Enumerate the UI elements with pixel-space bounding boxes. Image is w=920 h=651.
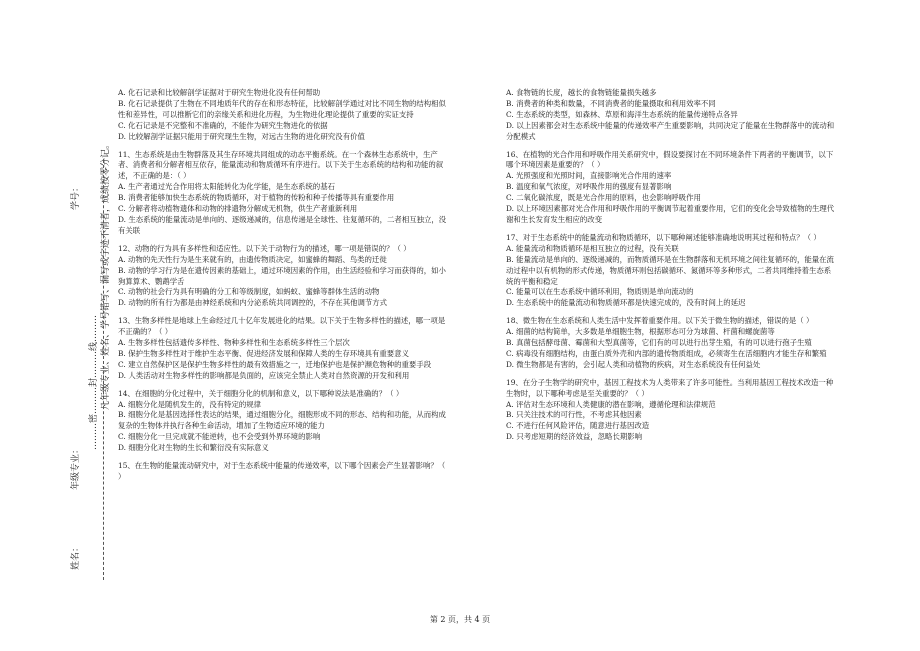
option: C. 二氧化碳浓度，既是光合作用的原料，也会影响呼吸作用 xyxy=(506,193,701,203)
answer-rule-notice: 凡年级专业、姓名、学号错写、漏写或字迹不清者，成绩按零分记。 xyxy=(101,139,111,410)
option: C. 能量可以在生态系统中循环利用，物质则是单向流动的 xyxy=(506,287,694,297)
option: D. 微生物都是有害的，会引起人类和动植物的疾病，对生态系统没有任何益处 xyxy=(506,359,761,369)
option: B. 只关注技术的可行性，不考虑其他因素 xyxy=(506,410,642,420)
right-column xyxy=(506,88,836,450)
question-stem: 17、对于生态系统中的能量流动和物质循环，以下哪种阐述能够准确地说明其过程和特点？（ ） xyxy=(506,232,821,242)
option: D. 生态系统中的能量流动和物质循环都是快速完成的，没有时间上的延迟 xyxy=(506,298,746,308)
option: B. 化石记录提供了生物在不同地质年代的存在和形态特征，比较解剖学通过对比不同生物的结构相似性和差异性，可以推断它们的亲缘关系和进化历程，为生物进化理论提供了重要的实证支持 xyxy=(118,98,446,119)
option: A. 细胞分化是随机发生的，没有特定的规律 xyxy=(118,399,262,409)
left-column xyxy=(118,88,448,490)
question-13 xyxy=(118,316,448,381)
option: A. 细菌的结构简单，大多数是单细胞生物，根据形态可分为球菌、杆菌和螺旋菌等 xyxy=(506,327,775,337)
option: D. 生态系统的能量流动是单向的、逐级递减的，信息传递是全球性、往复循环的，二者相互独立，没有关联 xyxy=(118,214,447,235)
question-17 xyxy=(506,233,836,309)
option: A. 动物的先天性行为是生来就有的，由遗传物质决定，如蜜蜂的舞蹈、鸟类的迁徙 xyxy=(118,254,387,264)
question-stem: 14、在细胞的分化过程中，关于细胞分化的机制和意义，以下哪种说法是准确的？（ ） xyxy=(118,388,404,398)
question-block xyxy=(118,88,448,143)
major-field-label: 年级专业： xyxy=(71,444,81,490)
option: B. 温度和氧气浓度，对呼吸作用的强度有显著影响 xyxy=(506,182,672,192)
question-block xyxy=(506,88,836,143)
option: B. 真菌包括酵母菌、霉菌和大型真菌等，它们有的可以进行出芽生殖，有的可以进行孢子生殖 xyxy=(506,338,812,348)
option: A. 能量流动和物质循环是相互独立的过程，没有关联 xyxy=(506,243,679,253)
option: B. 细胞分化是基因选择性表达的结果，通过细胞分化，细胞形成不同的形态、结构和功能，从而构成复杂的生物体并执行各种生命活动，增加了生物适应环境的能力 xyxy=(118,410,446,431)
question-16 xyxy=(506,150,836,226)
question-12 xyxy=(118,244,448,309)
option: D. 以上环境因素都对光合作用和呼吸作用的平衡调节起着重要作用，它们的变化会导致植物的生理代谢和生长发育发生相应的改变 xyxy=(506,204,835,224)
question-stem: 11、生态系统是由生物群落及其生存环境共同组成的动态平衡系统。在一个森林生态系统中，生产者、消费者和分解者相互依存，能量流动和物质循环有序进行。以下关于生态系统的结构和功能的叙述，不正确的是：（ ） xyxy=(118,149,444,181)
option: B. 消费者的种类和数量，不同消费者的能量摄取和利用效率不同 xyxy=(506,98,716,108)
option: B. 保护生物多样性对于维护生态平衡、促进经济发展和保障人类的生存环境具有重要意义 xyxy=(118,348,409,358)
question-19 xyxy=(506,378,836,443)
question-14 xyxy=(118,389,448,454)
option: C. 化石记录是不完整和不准确的，不能作为研究生物进化的依据 xyxy=(118,120,328,130)
option: B. 动物的学习行为是在遗传因素的基础上，通过环境因素的作用，由生活经验和学习而获得的，如小狗算算术、鹦鹉学舌 xyxy=(118,265,446,286)
option: C. 不进行任何风险评估，随意进行基因改造 xyxy=(506,421,650,431)
question-stem: 19、在分子生物学的研究中，基因工程技术为人类带来了许多可能性。当利用基因工程技术改造一种生物时，以下哪种考虑是至关重要的？（ ） xyxy=(506,377,834,398)
option: C. 分解者将动植物遗体和动物的排遗物分解成无机物，供生产者重新利用 xyxy=(118,204,358,214)
option: D. 细胞分化对生物的生长和繁衍没有实际意义 xyxy=(118,443,269,453)
seal-dashed-line xyxy=(103,160,104,580)
question-15 xyxy=(118,461,448,483)
seal-line-notice: ………密………封………线……… xyxy=(89,314,99,450)
question-18 xyxy=(506,316,836,371)
option: A. 光照强度和光照时间，直接影响光合作用的速率 xyxy=(506,171,672,181)
option: D. 以上因素都会对生态系统中能量的传递效率产生重要影响，共同决定了能量在生物群落中的流动和分配模式 xyxy=(506,120,835,141)
option: C. 病毒没有细胞结构，由蛋白质外壳和内部的遗传物质组成，必须寄生在活细胞内才能生存和繁殖 xyxy=(506,348,827,358)
option: C. 建立自然保护区是保护生物多样性的最有效措施之一，迁地保护也是保护濒危物种的重要手段 xyxy=(118,359,432,369)
page-number: 第 2 页，共 4 页 xyxy=(429,615,491,624)
option: A. 生物多样性包括遗传多样性、物种多样性和生态系统多样性三个层次 xyxy=(118,338,350,348)
question-stem: 15、在生物的能量流动研究中，对于生态系统中能量的传递效率，以下哪个因素会产生显著影响？（ ） xyxy=(118,461,446,481)
question-stem: 13、生物多样性是地球上生命经过几十亿年发展进化的结果。以下关于生物多样性的描述，哪一项是不正确的？（ ） xyxy=(118,316,446,337)
student-id-label: 学号： xyxy=(71,182,81,210)
option: D. 只考虑短期的经济效益，忽略长期影响 xyxy=(506,432,643,442)
question-11 xyxy=(118,150,448,237)
question-stem: 12、动物的行为具有多样性和适应性。以下关于动物行为的描述，哪一项是错误的？（ ） xyxy=(118,243,411,253)
binding-margin xyxy=(8,139,111,610)
option: A. 生产者通过光合作用将太阳能转化为化学能，是生态系统的基石 xyxy=(118,182,335,192)
option: D. 比较解剖学证据只能用于研究现生生物，对远古生物的进化研究没有价值 xyxy=(118,131,365,141)
option: C. 细胞分化一旦完成就不能逆转，也不会受到外界环境的影响 xyxy=(118,432,321,442)
option: A. 化石记录和比较解剖学证据对于研究生物进化没有任何帮助 xyxy=(118,88,321,97)
option: A. 食物链的长度，越长的食物链能量损失越多 xyxy=(506,88,657,97)
option: B. 消费者能够加快生态系统的物质循环，对于植物的传粉和种子传播等具有重要作用 xyxy=(118,193,395,203)
option: D. 人类活动对生物多样性的影响都是负面的，应该完全禁止人类对自然资源的开发和利用 xyxy=(118,370,410,380)
option: B. 能量流动是单向的、逐级递减的，而物质循环是在生物群落和无机环境之间往复循环的，能量在流动过程中以有机物的形式传递，物质循环则包括碳循环、氮循环等多种形式，二者共同维持着生态系统的平衡和稳定 xyxy=(506,254,834,286)
option: A. 评估对生态环境和人类健康的潜在影响，遵循伦理和法律规范 xyxy=(506,399,716,409)
question-stem: 16、在植物的光合作用和呼吸作用关系研究中，假设要探讨在不同环境条件下两者的平衡调节，以下哪个环境因素是重要的？（ ） xyxy=(506,149,834,170)
option: C. 动物的社会行为具有明确的分工和等级制度，如蚂蚁、蜜蜂等群体生活的动物 xyxy=(118,287,380,297)
question-stem: 18、微生物在生态系统和人类生活中发挥着重要作用。以下关于微生物的描述，错误的是（ ） xyxy=(506,316,814,326)
name-field-label: 姓名： xyxy=(71,542,81,570)
option: C. 生态系统的类型，如森林、草原和海洋生态系统的能量传递特点各异 xyxy=(506,109,738,119)
option: D. 动物的所有行为都是由神经系统和内分泌系统共同调控的，不存在其他调节方式 xyxy=(118,298,388,308)
